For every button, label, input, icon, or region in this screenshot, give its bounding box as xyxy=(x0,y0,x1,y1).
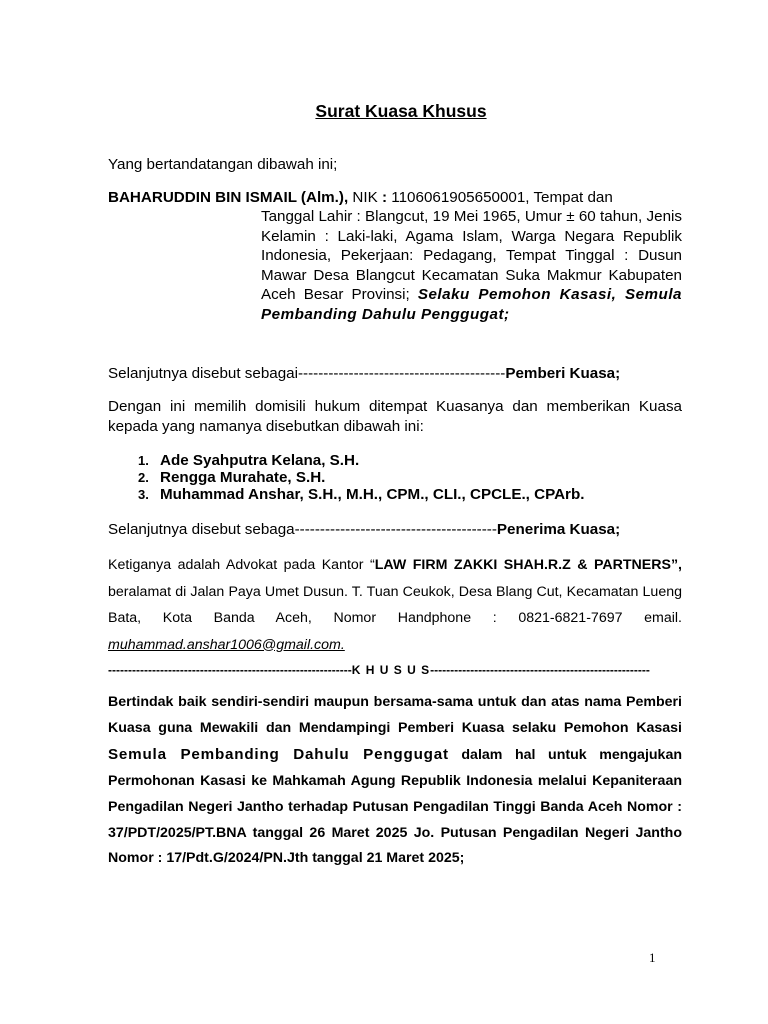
grantor-reference xyxy=(108,364,682,384)
list-item xyxy=(108,469,584,486)
recipient-list xyxy=(108,452,584,503)
intro-line: Yang bertandatangan dibawah ini; xyxy=(108,156,338,173)
grantor-header xyxy=(108,188,682,208)
grantor-nik-label: NIK xyxy=(352,189,378,206)
grantor-reference-text: Selanjutnya disebut sebagai----------------------------------------- xyxy=(108,365,506,382)
recipient-reference xyxy=(108,520,682,540)
list-number: 3. xyxy=(138,487,149,502)
grantor-nik: 1106061905650001, Tempat dan xyxy=(391,189,613,206)
page-number: 1 xyxy=(649,950,656,965)
mandate-role: Semula Pembanding Dahulu Penggugat xyxy=(108,745,449,763)
grantor-reference-label: Pemberi Kuasa; xyxy=(505,365,621,382)
recipient-name: Ade Syahputra Kelana, S.H. xyxy=(160,452,360,469)
special-mandate-paragraph xyxy=(108,690,682,872)
grantor-nik-sep: : xyxy=(381,189,388,206)
email-link[interactable]: muhammad.anshar1006@gmail.com. xyxy=(108,636,345,653)
divider-left: ------------------------------------------------------------- xyxy=(108,663,352,677)
recipient-reference-label: Penerima Kuasa; xyxy=(496,521,621,538)
list-number: 2. xyxy=(138,470,149,485)
list-item xyxy=(108,486,584,503)
divider-right: ------------------------------------------------------- xyxy=(430,663,650,677)
office-paragraph xyxy=(108,552,682,658)
list-item xyxy=(108,452,584,469)
grantor-details-text: Tanggal Lahir : Blangcut, 19 Mei 1965, Umur ± 60 tahun, Jenis Kelamin : Laki-laki, Agama Islam, Warga Negara Republik Indonesia, Pekerjaan: Pedagang, Tempat Tinggal : Dusun Mawar Desa Blangcut Kecamatan Suka Makmur Kabupaten Aceh Besar Provinsi; xyxy=(261,208,682,303)
recipient-reference-text: Selanjutnya disebut sebaga---------------------------------------- xyxy=(108,521,497,538)
grantor-name: BAHARUDDIN BIN ISMAIL (Alm.), xyxy=(108,189,349,206)
grantor-details xyxy=(261,207,682,324)
section-divider xyxy=(108,663,682,677)
law-firm-name: LAW FIRM ZAKKI SHAH.R.Z & PARTNERS”, xyxy=(374,557,682,573)
domicile-paragraph: Dengan ini memilih domisili hukum ditempat Kuasanya dan memberikan Kuasa kepada yang namanya disebutkan dibawah ini: xyxy=(108,398,682,435)
recipient-name: Rengga Murahate, S.H. xyxy=(160,469,326,486)
grantor-role: Selaku Pemohon Kasasi, Semula Pembanding Dahulu Penggugat; xyxy=(261,286,682,323)
mandate-text-2: dalam hal untuk mengajukan Permohonan Kasasi ke Mahkamah Agung Republik Indonesia melalui Kepaniteraan Pengadilan Negeri Jantho terhadap Putusan Pengadilan Tinggi Banda Aceh Nomor : 37/PDT/2025/PT.BNA tanggal 26 Maret 2025 Jo. Putusan Pengadilan Negeri Jantho Nomor : 17/Pdt.G/2024/PN.Jth tanggal 21 Maret 2025; xyxy=(108,746,682,867)
recipient-name: Muhammad Anshar, S.H., M.H., CPM., CLI., CPCLE., CPArb. xyxy=(160,486,585,503)
office-intro: Ketiganya adalah Advokat pada Kantor “ xyxy=(108,557,375,573)
document-title: Surat Kuasa Khusus xyxy=(315,101,487,121)
mandate-text-1: Bertindak baik sendiri-sendiri maupun bersama-sama untuk dan atas nama Pemberi Kuasa guna Mewakili dan Mendampingi Pemberi Kuasa selaku Pemohon Kasasi xyxy=(108,694,682,736)
list-number: 1. xyxy=(138,453,149,468)
office-address: beralamat di Jalan Paya Umet Dusun. T. Tuan Ceukok, Desa Blang Cut, Kecamatan Lueng Bata, Kota Banda Aceh, Nomor Handphone : 0821-6821-7697 email. xyxy=(108,583,682,626)
divider-word: K H U S U S xyxy=(351,663,431,677)
